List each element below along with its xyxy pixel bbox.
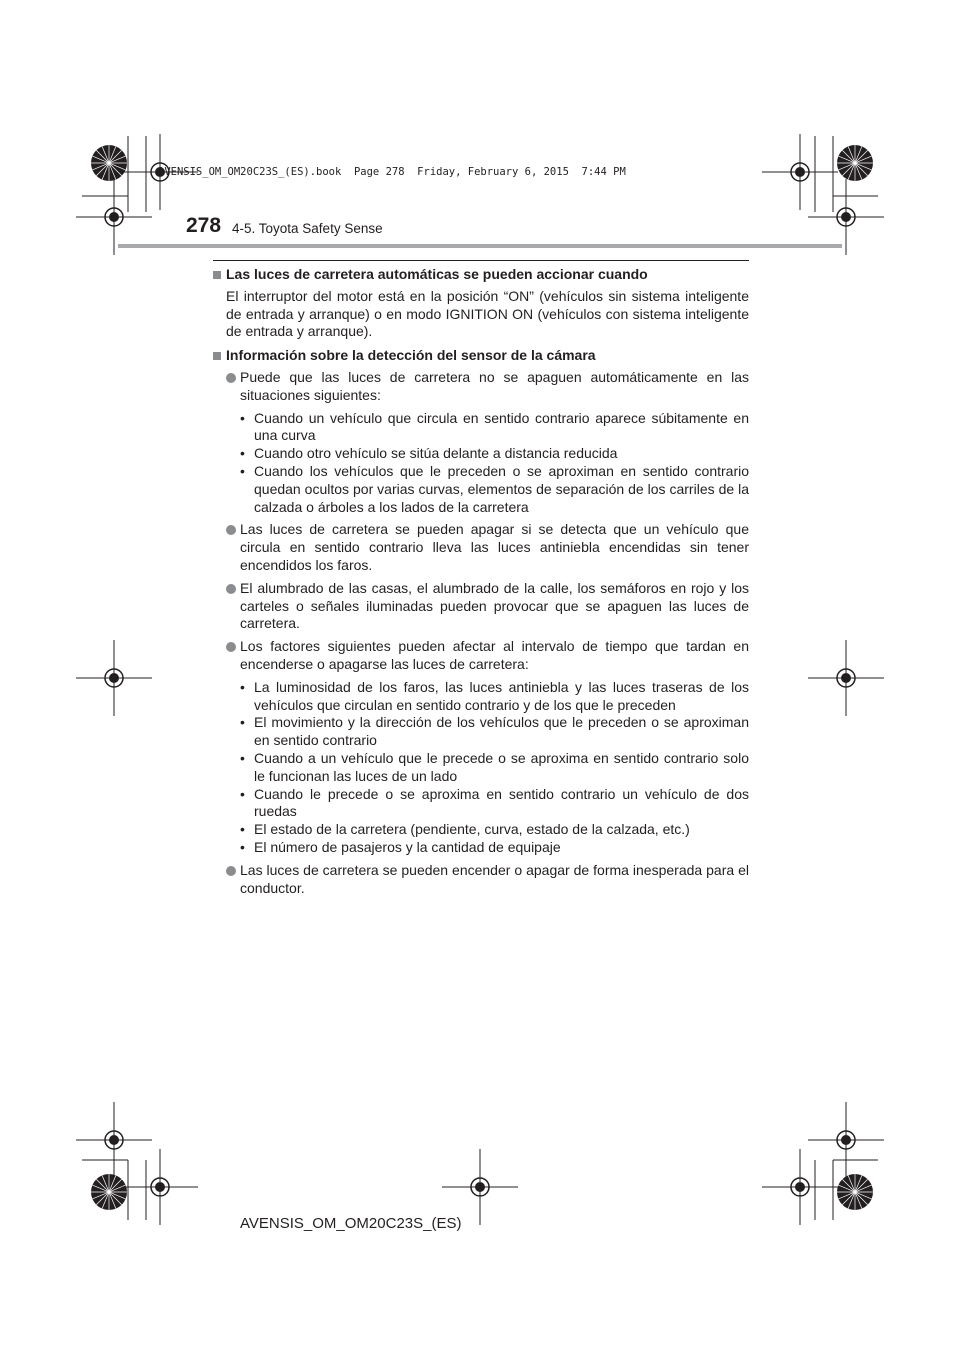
sub-list-item: • Cuando le precede o se aproxima en sentido contrario un vehículo de dos ruedas	[240, 785, 749, 820]
dot-bullet-icon: •	[240, 462, 245, 479]
dot-bullet-icon: •	[240, 821, 245, 838]
square-bullet-icon	[213, 271, 221, 279]
circle-bullet-icon	[226, 642, 236, 652]
page-number: 278	[186, 214, 222, 237]
main-content	[213, 266, 749, 902]
circle-bullet-icon	[226, 584, 236, 594]
sub-list-item: • El estado de la carretera (pendiente, curva, estado de la calzada, etc.)	[240, 821, 690, 838]
section-heading: Información sobre la detección del sensor de la cámara	[213, 347, 749, 365]
section-title: 4-5. Toyota Safety Sense	[232, 221, 383, 236]
section-heading: Las luces de carretera automáticas se pueden accionar cuando	[213, 266, 749, 284]
sub-list-item: • El número de pasajeros y la cantidad de equipaje	[240, 838, 561, 855]
list-item: Los factores siguientes pueden afectar al intervalo de tiempo que tardan en encenderse o apagarse las luces de carretera:	[213, 638, 749, 674]
book-stamp: AVENSIS_OM_OM20C23S_(ES).book Page 278 Friday, February 6, 2015 7:44 PM	[158, 166, 626, 178]
sub-list	[213, 679, 749, 857]
section-paragraph: El interruptor del motor está en la posición “ON” (vehículos sin sistema inteligente de entrada y arranque) o en modo IGNITION ON (vehículos con sistema inteligente de entrada y arranque).	[226, 287, 749, 340]
sub-list-item: • La luminosidad de los faros, las luces antiniebla y las luces traseras de los vehículos que circulan en sentido contrario y de los que le preceden	[240, 678, 749, 713]
sub-list-item: • El movimiento y la dirección de los vehículos que le preceden o se aproximan en sentido contrario	[240, 714, 749, 749]
square-bullet-icon	[213, 352, 221, 360]
header-bar	[118, 244, 842, 248]
sub-list	[213, 410, 749, 517]
document-code: AVENSIS_OM_OM20C23S_(ES)	[240, 1215, 462, 1232]
content-top-rule	[213, 260, 749, 261]
dot-bullet-icon: •	[240, 445, 245, 462]
list-item: El alumbrado de las casas, el alumbrado de la calle, los semáforos en rojo y los carteles o señales iluminadas pueden provocar que se apaguen las luces de carretera.	[213, 580, 749, 633]
dot-bullet-icon: •	[240, 785, 245, 802]
dot-bullet-icon: •	[240, 409, 245, 426]
circle-bullet-icon	[226, 373, 236, 383]
list-item: Puede que las luces de carretera no se apaguen automáticamente en las situaciones siguientes:	[213, 369, 749, 405]
circle-bullet-icon	[226, 866, 236, 876]
dot-bullet-icon: •	[240, 749, 245, 766]
circle-bullet-icon	[226, 525, 236, 535]
dot-bullet-icon: •	[240, 838, 245, 855]
sub-list-item: • Cuando a un vehículo que le precede o se aproxima en sentido contrario solo le funcionan las luces de un lado	[240, 749, 749, 784]
sub-list-item: • Cuando los vehículos que le preceden o se aproximan en sentido contrario quedan ocultos por varias curvas, elementos de separación de los carriles de la calzada o árboles a los lados de la carretera	[240, 462, 749, 515]
sub-list-item: • Cuando un vehículo que circula en sentido contrario aparece súbitamente en una curva	[240, 409, 749, 444]
dot-bullet-icon: •	[240, 678, 245, 695]
sub-list-item: • Cuando otro vehículo se sitúa delante a distancia reducida	[240, 445, 618, 462]
list-item: Las luces de carretera se pueden encender o apagar de forma inesperada para el conductor.	[213, 862, 749, 898]
dot-bullet-icon: •	[240, 714, 245, 731]
list-item: Las luces de carretera se pueden apagar si se detecta que un vehículo que circula en sentido contrario lleva las luces antiniebla encendidas sin tener encendidos los faros.	[213, 521, 749, 574]
